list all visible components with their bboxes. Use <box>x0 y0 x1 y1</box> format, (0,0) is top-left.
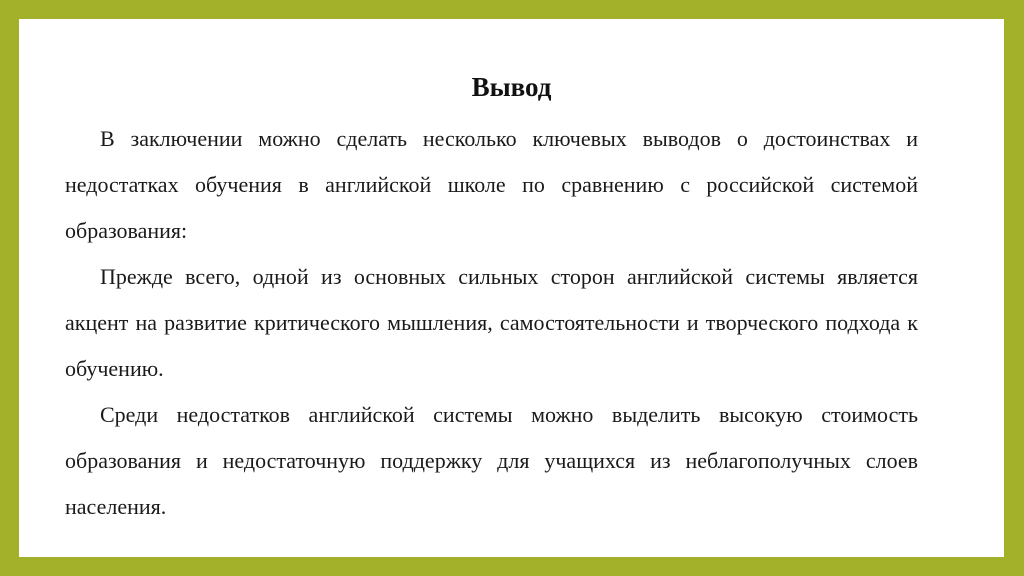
paragraph-strengths: Прежде всего, одной из основных сильных сторон английской системы является акцент на развитие критического мышления, самостоятельности и творческого подхода к обучению. <box>65 264 918 381</box>
paragraph-intro: В заключении можно сделать несколько ключевых выводов о достоинствах и недостатках обучения в английской школе по сравнению с российской системой образования: <box>65 126 918 243</box>
slide-body <box>65 116 918 530</box>
slide-canvas <box>19 19 1004 557</box>
slide-title: Вывод <box>471 72 552 102</box>
paragraph-weaknesses: Среди недостатков английской системы можно выделить высокую стоимость образования и недостаточную поддержку для учащихся из неблагополучных слоев населения. <box>65 402 918 519</box>
